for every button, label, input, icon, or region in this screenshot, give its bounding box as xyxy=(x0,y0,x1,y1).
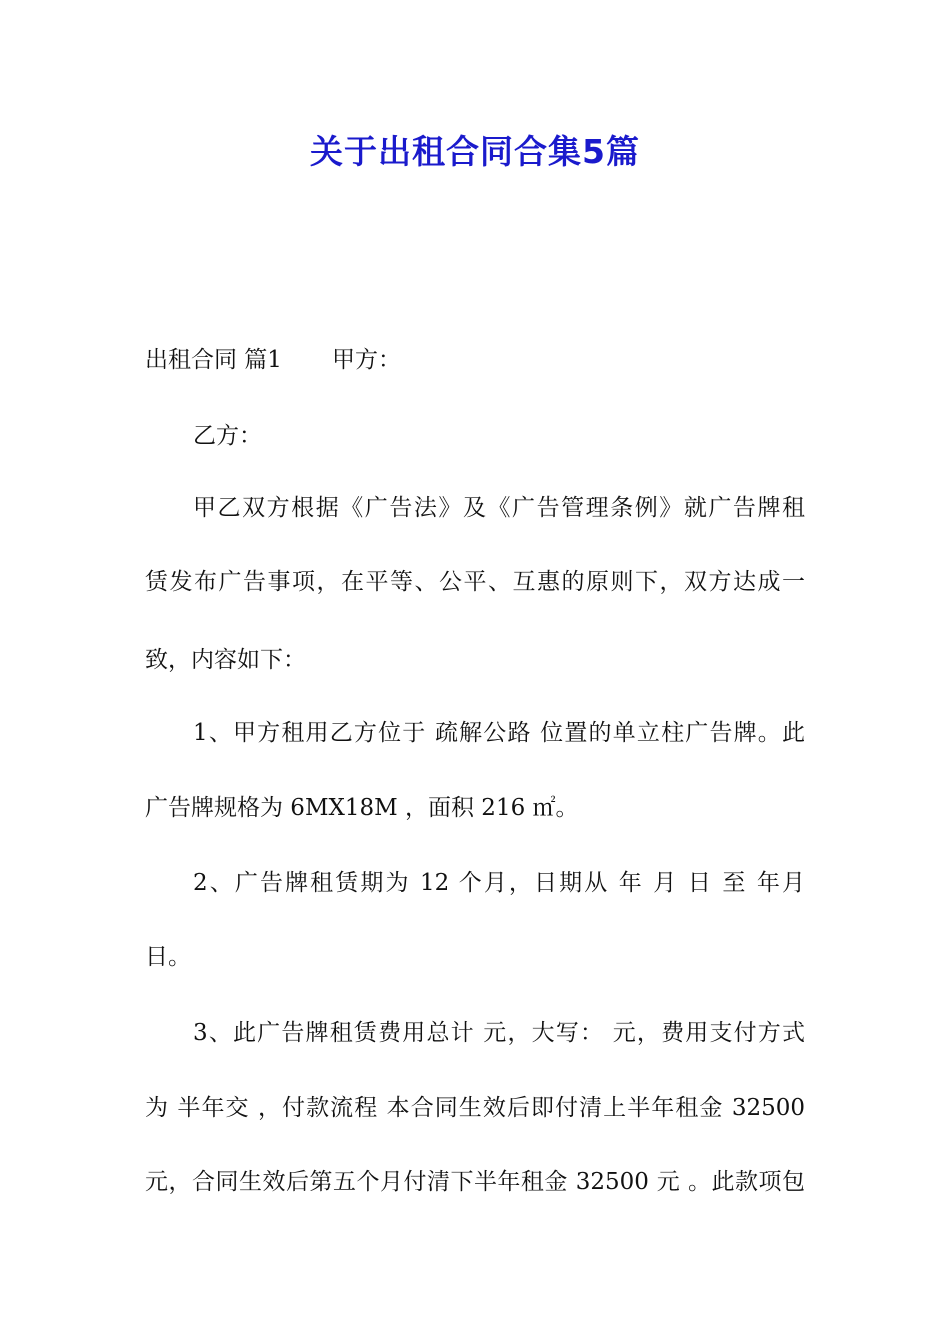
clause-line: 元，合同生效后第五个月付清下半年租金 32500 元 。此款项包 xyxy=(145,1169,805,1195)
party-b-line: 乙方： xyxy=(193,423,262,449)
clause-line: 1、甲方租用乙方位于 疏解公路 位置的单立柱广告牌。此 xyxy=(193,720,805,746)
clause-line: 广告牌规格为 6MX18M ，面积 216 ㎡。 xyxy=(145,795,579,821)
section-heading xyxy=(145,343,401,377)
clause-line: 日。 xyxy=(145,944,191,970)
clause-line: 为 半年交 ，付款流程 本合同生效后即付清上半年租金 32500 xyxy=(145,1095,805,1121)
clause-line: 3、此广告牌租赁费用总计 元，大写： 元，费用支付方式 xyxy=(193,1020,805,1046)
paragraph-line: 甲乙双方根据《广告法》及《广告管理条例》就广告牌租 xyxy=(193,495,805,521)
paragraph-line: 赁发布广告事项，在平等、公平、互惠的原则下，双方达成一 xyxy=(145,569,805,595)
clause-line: 2、广告牌租赁期为 12 个月，日期从 年 月 日 至 年月 xyxy=(193,870,805,896)
document-title: 关于出租合同合集5篇 xyxy=(310,132,640,171)
party-a-label: 甲方： xyxy=(331,347,401,373)
section-part-label: 出租合同 篇1 xyxy=(145,347,282,373)
paragraph-line: 致，内容如下： xyxy=(145,647,306,673)
